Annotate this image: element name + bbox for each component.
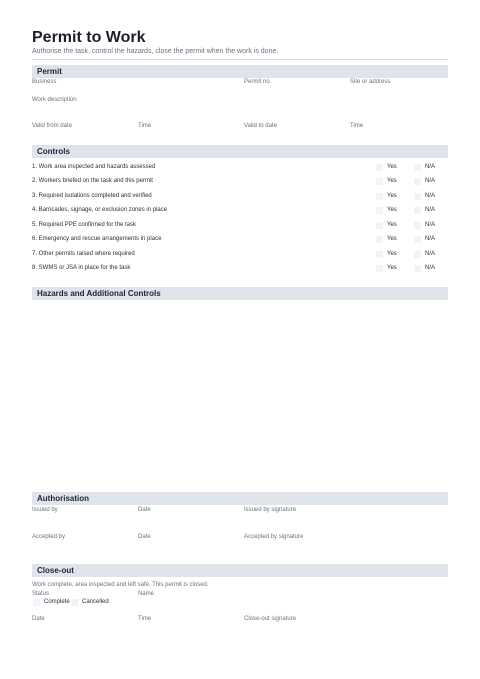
site-field-label: Site or address	[350, 79, 391, 85]
control-5-na-checkbox[interactable]	[414, 222, 421, 229]
valid-to-date-label: Valid to date	[244, 123, 277, 129]
control-item-5: 5. Required PPE confirmed for the task	[32, 222, 137, 228]
page-title: Permit to Work	[32, 29, 146, 46]
control-item-2: 2. Workers briefed on the task and this permit	[32, 178, 153, 184]
control-item-1: 1. Work area inspected and hazards assessed	[32, 164, 156, 170]
section-permit-title: Permit	[37, 67, 62, 76]
control-1-yes-label: Yes	[387, 164, 397, 170]
status-complete-checkbox[interactable]	[33, 599, 40, 606]
control-6-na-checkbox[interactable]	[414, 236, 421, 243]
control-2-yes-checkbox[interactable]	[376, 178, 383, 185]
control-4-yes-checkbox[interactable]	[376, 207, 383, 214]
title-divider	[32, 59, 448, 60]
closeout-name-label: Name	[138, 591, 155, 597]
control-1-na-label: N/A	[425, 164, 436, 170]
closeout-time-label: Time	[138, 616, 152, 622]
control-6-yes-checkbox[interactable]	[376, 236, 383, 243]
control-4-yes-label: Yes	[387, 207, 397, 213]
control-item-3: 3. Required isolations completed and verified	[32, 193, 152, 199]
accepted-by-label: Accepted by	[32, 534, 66, 540]
control-5-yes-label: Yes	[387, 222, 397, 228]
business-field-label: Business	[32, 79, 57, 85]
control-4-na-label: N/A	[425, 207, 436, 213]
control-1-na-checkbox[interactable]	[414, 164, 421, 171]
section-authorisation-header	[32, 492, 448, 505]
control-3-yes-checkbox[interactable]	[376, 193, 383, 200]
page-subtitle: Authorise the task, control the hazards, close the permit when the work is done.	[32, 48, 279, 55]
section-controls-title: Controls	[37, 147, 70, 156]
status-label: Status	[32, 591, 50, 597]
control-5-na-label: N/A	[425, 222, 436, 228]
accepted-date-label: Date	[138, 534, 151, 540]
control-7-yes-label: Yes	[387, 251, 397, 257]
control-3-yes-label: Yes	[387, 193, 397, 199]
accepted-signature-label: Accepted by signature	[244, 534, 304, 540]
control-2-na-label: N/A	[425, 178, 436, 184]
section-hazards-header	[32, 287, 448, 300]
control-2-na-checkbox[interactable]	[414, 178, 421, 185]
control-item-7: 7. Other permits raised where required	[32, 251, 135, 257]
control-2-yes-label: Yes	[387, 178, 397, 184]
control-7-yes-checkbox[interactable]	[376, 251, 383, 258]
control-8-na-label: N/A	[425, 265, 436, 271]
control-6-na-label: N/A	[425, 236, 436, 242]
status-cancelled-label: Cancelled	[82, 599, 109, 605]
status-complete-label: Complete	[44, 599, 70, 605]
section-authorisation-title: Authorisation	[37, 494, 89, 503]
control-6-yes-label: Yes	[387, 236, 397, 242]
control-8-yes-checkbox[interactable]	[376, 265, 383, 272]
control-8-yes-label: Yes	[387, 265, 397, 271]
section-closeout-title: Close-out	[37, 566, 74, 575]
hazards-text-area[interactable]	[32, 301, 448, 489]
control-item-8: 8. SWMS or JSA in place for the task	[32, 265, 131, 271]
work-description-label: Work description	[32, 97, 77, 103]
issued-signature-label: Issued by signature	[244, 507, 297, 513]
closeout-signature-label: Close-out signature	[244, 616, 297, 622]
valid-from-time-label: Time	[138, 123, 152, 129]
issued-by-label: Issued by	[32, 507, 58, 513]
control-4-na-checkbox[interactable]	[414, 207, 421, 214]
section-closeout-header	[32, 564, 448, 577]
control-7-na-checkbox[interactable]	[414, 251, 421, 258]
closeout-statement: Work complete, area inspected and left safe. This permit is closed.	[32, 582, 209, 588]
control-8-na-checkbox[interactable]	[414, 265, 421, 272]
control-1-yes-checkbox[interactable]	[376, 164, 383, 171]
section-hazards-title: Hazards and Additional Controls	[37, 289, 161, 298]
closeout-date-label: Date	[32, 616, 45, 622]
valid-to-time-label: Time	[350, 123, 364, 129]
control-item-4: 4. Barricades, signage, or exclusion zones in place	[32, 207, 168, 213]
issued-date-label: Date	[138, 507, 151, 513]
permit-no-field-label: Permit no.	[244, 79, 272, 85]
section-permit-header	[32, 65, 448, 78]
control-7-na-label: N/A	[425, 251, 436, 257]
control-3-na-checkbox[interactable]	[414, 193, 421, 200]
status-cancelled-checkbox[interactable]	[71, 599, 78, 606]
valid-from-date-label: Valid from date	[32, 123, 72, 129]
control-item-6: 6. Emergency and rescue arrangements in place	[32, 236, 162, 242]
section-controls-header	[32, 145, 448, 158]
control-5-yes-checkbox[interactable]	[376, 222, 383, 229]
control-3-na-label: N/A	[425, 193, 436, 199]
